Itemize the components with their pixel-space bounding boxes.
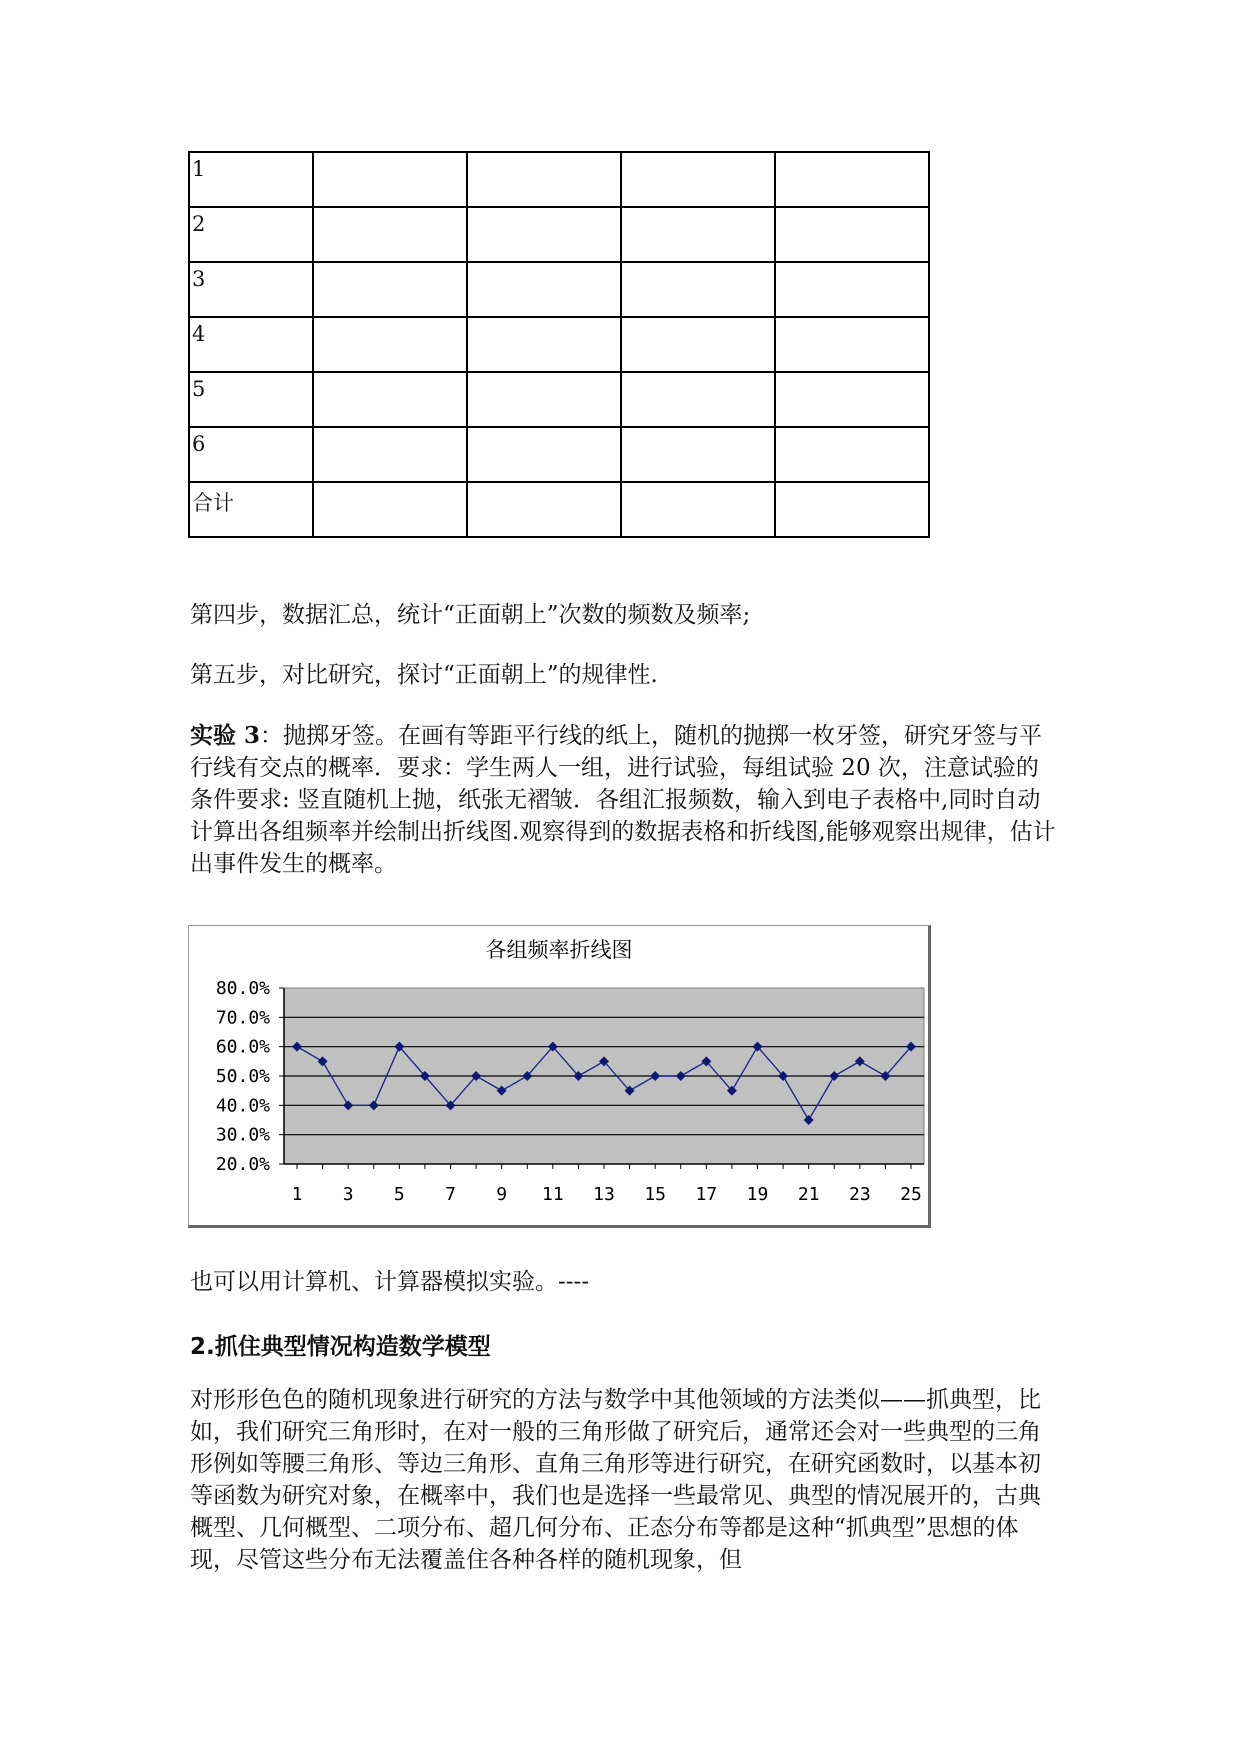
- table-cell: [775, 207, 929, 262]
- table-row: [189, 207, 929, 262]
- table-cell: [313, 207, 467, 262]
- table-cell: [775, 427, 929, 482]
- y-tick-label: 80.0%: [215, 978, 270, 999]
- table-row: [189, 372, 929, 427]
- y-tick-label: 30.0%: [215, 1124, 270, 1146]
- row-label: 6: [189, 427, 313, 482]
- table-cell: [467, 372, 621, 427]
- row-label: 4: [189, 317, 313, 372]
- frequency-line-chart: [188, 925, 931, 1228]
- experiment3-paragraph: [190, 720, 1060, 880]
- y-tick-label: 20.0%: [215, 1154, 270, 1175]
- x-tick-label: 3: [342, 1184, 354, 1205]
- x-tick-label: 19: [746, 1184, 769, 1205]
- table-row: [189, 262, 929, 317]
- table-cell: [313, 427, 467, 482]
- row-label: 1: [189, 152, 313, 207]
- table-cell: [621, 207, 775, 262]
- frequency-table: [188, 151, 930, 538]
- table-cell: [467, 152, 621, 207]
- x-tick-label: 9: [496, 1184, 508, 1205]
- x-tick-label: 23: [848, 1184, 871, 1205]
- table-cell: [621, 482, 775, 537]
- x-tick-label: 1: [291, 1184, 303, 1205]
- table-cell: [775, 317, 929, 372]
- row-label: 3: [189, 262, 313, 317]
- step5-paragraph: 第五步，对比研究，探讨“正面朝上”的规律性.: [190, 662, 658, 688]
- x-tick-label: 17: [695, 1184, 718, 1205]
- section-heading: 2.抓住典型情况构造数学模型: [190, 1334, 491, 1360]
- y-tick-label: 40.0%: [215, 1095, 270, 1117]
- table-cell: [313, 372, 467, 427]
- table-cell: [467, 427, 621, 482]
- x-tick-label: 11: [541, 1184, 564, 1205]
- table-cell: [621, 317, 775, 372]
- table-cell: [621, 427, 775, 482]
- typical-model-paragraph: 对形形色色的随机现象进行研究的方法与数学中其他领域的方法类似——抓典型，比如，我们研究三角形时，在对一般的三角形做了研究后，通常还会对一些典型的三角形例如等腰三角形、等边三角形、直角三角形等进行研究，在研究函数时，以基本初等函数为研究对象，在概率中，我们也是选择一些最常见、典型的情况展开的，古典概型、几何概型、二项分布、超几何分布、正态分布等都是这种“抓典型”思想的体现，尽管这些分布无法覆盖住各种各样的随机现象，但: [190, 1387, 1041, 1573]
- table-cell: [313, 262, 467, 317]
- chart-canvas: [189, 926, 928, 1225]
- table-cell: [775, 152, 929, 207]
- table-row: [189, 482, 929, 537]
- simulation-paragraph: 也可以用计算机、计算器模拟实验。----: [190, 1269, 590, 1295]
- table-cell: [621, 262, 775, 317]
- x-tick-label: 13: [593, 1184, 615, 1205]
- x-tick-label: 21: [797, 1184, 820, 1205]
- table-row: [189, 152, 929, 207]
- x-tick-label: 7: [445, 1184, 456, 1205]
- row-label: 2: [189, 207, 313, 262]
- table-cell: [313, 152, 467, 207]
- table-cell: [775, 482, 929, 537]
- y-tick-label: 50.0%: [215, 1066, 270, 1087]
- experiment3-body: ：抛掷牙签。在画有等距平行线的纸上，随机的抛掷一枚牙签，研究牙签与平行线有交点的概率．要求：学生两人一组，进行试验，每组试验 20 次，注意试验的条件要求: 竖直随机上抛，纸张无褶皱．各组汇报频数，输入到电子表格中,同时自动计算出各组频率并绘制出折线图.观察得到的数据表格和折线图,能够观察出规律，估计出事件发生的概率。: [190, 723, 1056, 877]
- table-cell: [313, 482, 467, 537]
- y-tick-label: 60.0%: [215, 1036, 270, 1058]
- y-tick-label: 70.0%: [215, 1007, 270, 1029]
- table-cell: [775, 262, 929, 317]
- table-row: [189, 317, 929, 372]
- experiment3-label: 实验 3: [190, 722, 261, 749]
- table-cell: [467, 482, 621, 537]
- table-cell: [313, 317, 467, 372]
- chart-title: 各组频率折线图: [485, 938, 633, 962]
- x-tick-label: 5: [393, 1184, 405, 1205]
- table-cell: [467, 317, 621, 372]
- table-cell: [621, 152, 775, 207]
- table-cell: [621, 372, 775, 427]
- row-label: 合计: [189, 482, 313, 537]
- x-tick-label: 15: [644, 1184, 667, 1205]
- table-row: [189, 427, 929, 482]
- table-cell: [467, 262, 621, 317]
- step4-paragraph: 第四步，数据汇总，统计“正面朝上”次数的频数及频率;: [190, 602, 751, 628]
- x-tick-label: 25: [900, 1184, 922, 1205]
- table-cell: [467, 207, 621, 262]
- row-label: 5: [189, 372, 313, 427]
- table-cell: [775, 372, 929, 427]
